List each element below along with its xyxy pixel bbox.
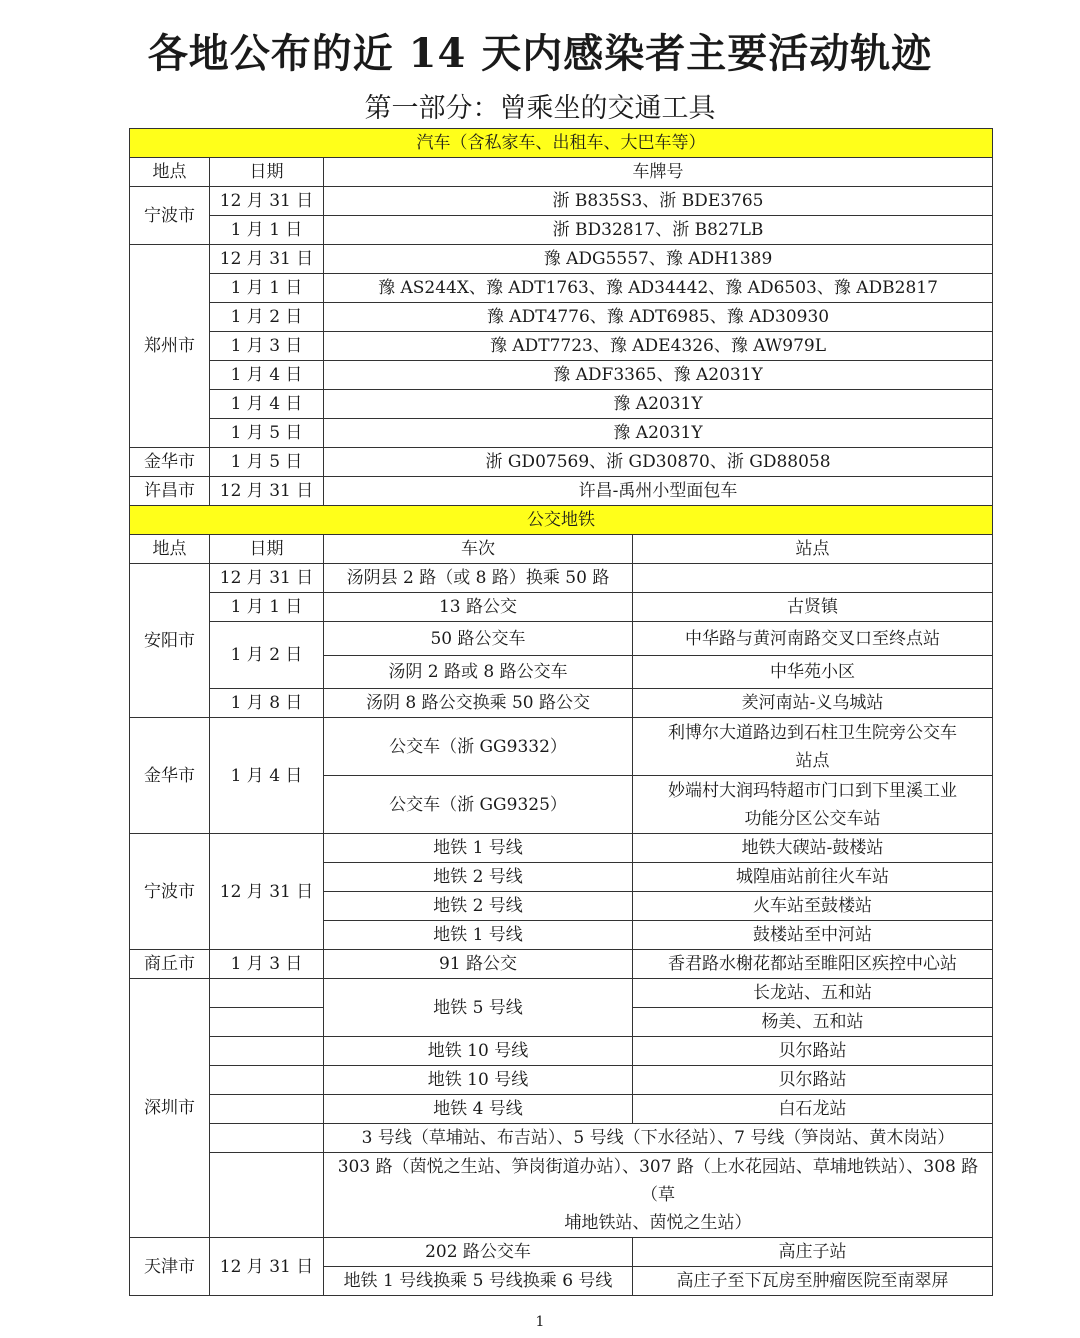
column-header-stop: 站点 xyxy=(633,535,993,564)
table-row xyxy=(130,834,993,863)
place-cell: 宁波市 xyxy=(130,187,210,245)
stop-cell: 白石龙站 xyxy=(633,1095,993,1124)
date-cell xyxy=(210,979,324,1008)
line-cell: 地铁 10 号线 xyxy=(324,1037,633,1066)
line-cell: 地铁 2 号线 xyxy=(324,863,633,892)
column-header-place: 地点 xyxy=(130,535,210,564)
date-cell: 1 月 5 日 xyxy=(210,419,324,448)
table-row xyxy=(130,1124,993,1153)
line-cell: 202 路公交车 xyxy=(324,1238,633,1267)
place-cell: 许昌市 xyxy=(130,477,210,506)
table-row xyxy=(130,1095,993,1124)
car-section-heading: 汽车（含私家车、出租车、大巴车等） xyxy=(130,129,993,158)
date-cell: 1 月 4 日 xyxy=(210,718,324,834)
line-cell: 地铁 1 号线换乘 5 号线换乘 6 号线 xyxy=(324,1267,633,1296)
date-cell: 1 月 4 日 xyxy=(210,390,324,419)
stop-cell: 香君路水榭花都站至睢阳区疾控中心站 xyxy=(633,950,993,979)
stop-cell: 高庄子至下瓦房至肿瘤医院至南翠屏 xyxy=(633,1267,993,1296)
line-cell: 地铁 4 号线 xyxy=(324,1095,633,1124)
line-cell: 91 路公交 xyxy=(324,950,633,979)
plates-cell: 浙 BD32817、浙 B827LB xyxy=(324,216,993,245)
table-row xyxy=(130,593,993,622)
page-subtitle: 第一部分：曾乘坐的交通工具 xyxy=(364,93,716,124)
bus-note-cell xyxy=(324,1153,993,1238)
plates-cell: 豫 A2031Y xyxy=(324,390,993,419)
line-cell: 地铁 10 号线 xyxy=(324,1066,633,1095)
stop-cell: 羑河南站-义乌城站 xyxy=(633,689,993,718)
table-row xyxy=(130,564,993,593)
table-row xyxy=(130,187,993,216)
stop-cell: 地铁大碶站-鼓楼站 xyxy=(633,834,993,863)
date-cell xyxy=(210,1037,324,1066)
table-row xyxy=(130,361,993,390)
date-cell xyxy=(210,1066,324,1095)
date-cell: 1 月 2 日 xyxy=(210,622,324,689)
table-row xyxy=(130,1037,993,1066)
stop-cell: 火车站至鼓楼站 xyxy=(633,892,993,921)
stop-cell xyxy=(633,776,993,834)
table-row xyxy=(130,390,993,419)
date-cell: 12 月 31 日 xyxy=(210,564,324,593)
column-header-date: 日期 xyxy=(210,158,324,187)
bus-note-line: 埔地铁站、茵悦之生站） xyxy=(564,1213,752,1233)
date-cell: 12 月 31 日 xyxy=(210,245,324,274)
stop-cell: 中华苑小区 xyxy=(633,656,993,689)
date-cell: 12 月 31 日 xyxy=(210,187,324,216)
stop-cell xyxy=(633,564,993,593)
plates-cell: 豫 A2031Y xyxy=(324,419,993,448)
table-row xyxy=(130,950,993,979)
table-row xyxy=(130,1238,993,1267)
date-cell xyxy=(210,1153,324,1238)
place-cell: 安阳市 xyxy=(130,564,210,718)
bus-note-line: 303 路（茵悦之生站、笋岗街道办站）、307 路（上水花园站、草埔地铁站）、308 路（草 xyxy=(337,1157,979,1205)
line-cell: 汤阴县 2 路（或 8 路）换乘 50 路 xyxy=(324,564,633,593)
plates-cell: 豫 ADT4776、豫 ADT6985、豫 AD30930 xyxy=(324,303,993,332)
line-cell: 公交车（浙 GG9332） xyxy=(324,718,633,776)
plates-cell: 豫 ADG5557、豫 ADH1389 xyxy=(324,245,993,274)
column-header-place: 地点 xyxy=(130,158,210,187)
table-row xyxy=(130,622,993,656)
line-cell: 13 路公交 xyxy=(324,593,633,622)
line-cell: 地铁 1 号线 xyxy=(324,921,633,950)
place-cell: 深圳市 xyxy=(130,979,210,1238)
plates-cell: 浙 B835S3、浙 BDE3765 xyxy=(324,187,993,216)
stop-cell xyxy=(633,718,993,776)
plates-cell: 浙 GD07569、浙 GD30870、浙 GD88058 xyxy=(324,448,993,477)
date-cell xyxy=(210,1095,324,1124)
date-cell: 12 月 31 日 xyxy=(210,1238,324,1296)
date-cell: 1 月 3 日 xyxy=(210,950,324,979)
table-row xyxy=(130,979,993,1008)
date-cell xyxy=(210,1008,324,1037)
table-row xyxy=(130,274,993,303)
transit-section-heading-row xyxy=(130,506,993,535)
table-row xyxy=(130,1153,993,1238)
line-cell: 汤阴 8 路公交换乘 50 路公交 xyxy=(324,689,633,718)
line-cell: 公交车（浙 GG9325） xyxy=(324,776,633,834)
stop-cell: 贝尔路站 xyxy=(633,1037,993,1066)
table-row xyxy=(130,216,993,245)
table-row xyxy=(130,332,993,361)
stop-line: 利博尔大道路边到石柱卫生院旁公交车 xyxy=(668,722,957,743)
place-cell: 金华市 xyxy=(130,448,210,477)
stop-line: 站点 xyxy=(795,750,830,771)
table-row xyxy=(130,303,993,332)
date-cell xyxy=(210,1124,324,1153)
table-row xyxy=(130,1066,993,1095)
place-cell: 郑州市 xyxy=(130,245,210,448)
column-header-date: 日期 xyxy=(210,535,324,564)
stop-cell: 鼓楼站至中河站 xyxy=(633,921,993,950)
column-header-line: 车次 xyxy=(324,535,633,564)
line-cell: 地铁 1 号线 xyxy=(324,834,633,863)
stop-cell: 杨美、五和站 xyxy=(633,1008,993,1037)
line-cell: 汤阴 2 路或 8 路公交车 xyxy=(324,656,633,689)
date-cell: 1 月 1 日 xyxy=(210,593,324,622)
plates-cell: 豫 ADT7723、豫 ADE4326、豫 AW979L xyxy=(324,332,993,361)
trajectory-table xyxy=(129,128,993,1296)
plates-cell: 豫 AS244X、豫 ADT1763、豫 AD34442、豫 AD6503、豫 ADB2817 xyxy=(324,274,993,303)
date-cell: 1 月 1 日 xyxy=(210,274,324,303)
date-cell: 1 月 8 日 xyxy=(210,689,324,718)
place-cell: 宁波市 xyxy=(130,834,210,950)
place-cell: 天津市 xyxy=(130,1238,210,1296)
date-cell: 1 月 4 日 xyxy=(210,361,324,390)
table-row xyxy=(130,419,993,448)
car-section-heading-row xyxy=(130,129,993,158)
line-cell: 地铁 5 号线 xyxy=(324,979,633,1037)
stop-cell: 中华路与黄河南路交叉口至终点站 xyxy=(633,622,993,656)
date-cell: 1 月 5 日 xyxy=(210,448,324,477)
place-cell: 金华市 xyxy=(130,718,210,834)
table-row xyxy=(130,718,993,776)
stop-cell: 城隍庙站前往火车站 xyxy=(633,863,993,892)
stop-cell: 高庄子站 xyxy=(633,1238,993,1267)
stop-cell: 贝尔路站 xyxy=(633,1066,993,1095)
date-cell: 12 月 31 日 xyxy=(210,477,324,506)
place-cell: 商丘市 xyxy=(130,950,210,979)
stop-cell: 长龙站、五和站 xyxy=(633,979,993,1008)
transit-header-row xyxy=(130,535,993,564)
table-row xyxy=(130,689,993,718)
stop-line: 功能分区公交车站 xyxy=(744,808,881,829)
line-cell: 50 路公交车 xyxy=(324,622,633,656)
table-row xyxy=(130,477,993,506)
column-header-plates: 车牌号 xyxy=(324,158,993,187)
plates-cell: 许昌-禹州小型面包车 xyxy=(324,477,993,506)
plates-cell: 豫 ADF3365、豫 A2031Y xyxy=(324,361,993,390)
page-title: 各地公布的近 14 天内感染者主要活动轨迹 xyxy=(147,30,933,77)
table-row xyxy=(130,245,993,274)
date-cell: 1 月 1 日 xyxy=(210,216,324,245)
bus-note-cell: 3 号线（草埔站、布吉站）、5 号线（下水径站）、7 号线（笋岗站、黄木岗站） xyxy=(324,1124,993,1153)
table-row xyxy=(130,448,993,477)
stop-cell: 古贤镇 xyxy=(633,593,993,622)
date-cell: 1 月 3 日 xyxy=(210,332,324,361)
date-cell: 12 月 31 日 xyxy=(210,834,324,950)
car-header-row xyxy=(130,158,993,187)
line-cell: 地铁 2 号线 xyxy=(324,892,633,921)
stop-line: 妙端村大润玛特超市门口到下里溪工业 xyxy=(668,780,957,801)
date-cell: 1 月 2 日 xyxy=(210,303,324,332)
page-number: 1 xyxy=(535,1314,545,1330)
transit-section-heading: 公交地铁 xyxy=(130,506,993,535)
